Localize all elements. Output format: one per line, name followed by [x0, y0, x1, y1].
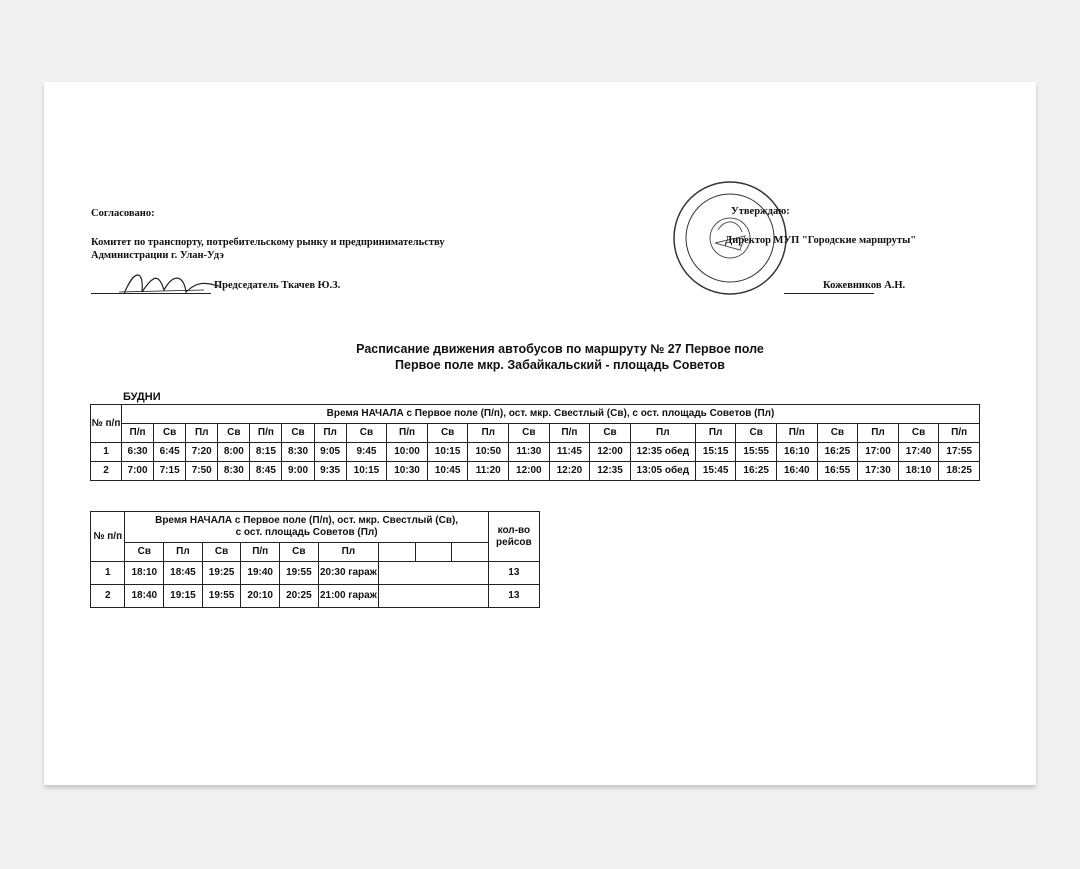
stop-header-cell: Пл [468, 424, 509, 443]
row-number: 2 [91, 585, 125, 608]
table-row [91, 562, 540, 585]
departure-time: 20:10 [241, 585, 280, 608]
departure-time: 10:15 [346, 462, 387, 481]
departure-time: 17:40 [898, 443, 939, 462]
chairman-signer: Председатель Ткачев Ю.З. [214, 280, 341, 291]
stop-header-cell: П/п [250, 424, 282, 443]
committee-line-2: Администрации г. Улан-Удэ [91, 250, 224, 261]
departure-time: 16:25 [736, 462, 777, 481]
departure-time: 8:45 [250, 462, 282, 481]
day-type-label: БУДНИ [123, 391, 161, 403]
departure-time: 18:10 [125, 562, 164, 585]
stop-header-cell: П/п [549, 424, 590, 443]
departure-time: 9:45 [346, 443, 387, 462]
departure-time: 20:25 [280, 585, 319, 608]
stop-header-cell: Св [282, 424, 314, 443]
stop-header-cell: Пл [318, 543, 378, 562]
departure-time: 10:50 [468, 443, 509, 462]
num-header: № п/п [91, 512, 125, 562]
departure-time: 18:25 [939, 462, 980, 481]
row-number: 1 [91, 562, 125, 585]
departure-time: 17:55 [939, 443, 980, 462]
schedule-table-main [90, 404, 980, 481]
stop-header-cell: Св [218, 424, 250, 443]
departure-time: 9:35 [314, 462, 346, 481]
table2-caption [125, 512, 488, 543]
departure-time: 16:25 [817, 443, 858, 462]
departure-time: 17:30 [858, 462, 899, 481]
departure-time: 18:45 [164, 562, 203, 585]
departure-time: 10:15 [427, 443, 468, 462]
trips-count: 13 [488, 585, 539, 608]
row-number: 1 [91, 443, 122, 462]
departure-time: 8:30 [218, 462, 250, 481]
departure-time: 19:55 [280, 562, 319, 585]
empty-stop-cell [415, 543, 452, 562]
departure-time: 12:35 [590, 462, 631, 481]
table-row [91, 443, 980, 462]
signature-line-left [91, 293, 211, 294]
departure-time: 15:45 [695, 462, 736, 481]
schedule-table-evening [90, 511, 540, 608]
empty-stop-cell [452, 543, 489, 562]
empty-time-cell [379, 585, 489, 608]
stop-header-cell: Пл [858, 424, 899, 443]
num-header: № п/п [91, 405, 122, 443]
signature-line-right [784, 293, 874, 294]
stop-header-cell: Св [736, 424, 777, 443]
table2-caption-line-2: с ост. площадь Советов (Пл) [235, 527, 378, 538]
stop-header-cell: Св [280, 543, 319, 562]
stop-header-cell: П/п [241, 543, 280, 562]
stop-header-cell: Св [125, 543, 164, 562]
document-page [44, 82, 1036, 785]
departure-time: 12:20 [549, 462, 590, 481]
departure-time: 19:25 [202, 562, 241, 585]
stop-header-cell: Пл [630, 424, 695, 443]
departure-time: 10:30 [387, 462, 428, 481]
stop-header-cell: Св [154, 424, 186, 443]
schedule-title-line-2: Первое поле мкр. Забайкальский - площадь Советов [395, 358, 725, 372]
table-row [91, 462, 980, 481]
departure-time: 19:15 [164, 585, 203, 608]
stop-header-cell: П/п [777, 424, 818, 443]
departure-time: 8:30 [282, 443, 314, 462]
stop-header-cell: П/п [939, 424, 980, 443]
departure-time: 11:20 [468, 462, 509, 481]
row-number: 2 [91, 462, 122, 481]
stop-header-cell: Св [590, 424, 631, 443]
departure-time: 20:30 гараж [318, 562, 378, 585]
stop-header-cell: Пл [695, 424, 736, 443]
departure-time: 12:00 [590, 443, 631, 462]
departure-time: 13:05 обед [630, 462, 695, 481]
departure-time: 9:00 [282, 462, 314, 481]
trips-count: 13 [488, 562, 539, 585]
departure-time: 7:20 [186, 443, 218, 462]
departure-time: 6:30 [122, 443, 154, 462]
trips-header: кол-во рейсов [488, 512, 539, 562]
departure-time: 16:40 [777, 462, 818, 481]
stop-header-cell: Св [898, 424, 939, 443]
table2-caption-line-1: Время НАЧАЛА с Первое поле (П/п), ост. мкр. Свестлый (Св), [155, 515, 459, 526]
departure-time: 11:45 [549, 443, 590, 462]
departure-time: 16:55 [817, 462, 858, 481]
departure-time: 15:55 [736, 443, 777, 462]
departure-time: 19:55 [202, 585, 241, 608]
departure-time: 12:35 обед [630, 443, 695, 462]
director-position: Директор МУП "Городские маршруты" [725, 235, 917, 246]
departure-time: 15:15 [695, 443, 736, 462]
stop-header-cell: Св [346, 424, 387, 443]
departure-time: 8:15 [250, 443, 282, 462]
agreed-label: Согласовано: [91, 208, 155, 219]
schedule-title-line-1: Расписание движения автобусов по маршруту № 27 Первое поле [356, 342, 764, 356]
stop-header-cell: Св [817, 424, 858, 443]
committee-line-1: Комитет по транспорту, потребительскому рынку и предпринимательству [91, 237, 445, 248]
departure-time: 7:00 [122, 462, 154, 481]
stop-header-cell: Пл [164, 543, 203, 562]
stop-header-cell: Св [427, 424, 468, 443]
departure-time: 10:45 [427, 462, 468, 481]
empty-time-cell [379, 562, 489, 585]
departure-time: 7:50 [186, 462, 218, 481]
departure-time: 18:10 [898, 462, 939, 481]
departure-time: 9:05 [314, 443, 346, 462]
table1-caption: Время НАЧАЛА с Первое поле (П/п), ост. мкр. Свестлый (Св), с ост. площадь Советов (Пл) [122, 405, 980, 424]
departure-time: 11:30 [509, 443, 550, 462]
empty-stop-cell [379, 543, 416, 562]
director-signer: Кожевников А.Н. [823, 280, 906, 291]
stop-header-cell: П/п [122, 424, 154, 443]
departure-time: 16:10 [777, 443, 818, 462]
departure-time: 10:00 [387, 443, 428, 462]
departure-time: 21:00 гараж [318, 585, 378, 608]
departure-time: 12:00 [509, 462, 550, 481]
stop-header-cell: Св [509, 424, 550, 443]
departure-time: 19:40 [241, 562, 280, 585]
departure-time: 17:00 [858, 443, 899, 462]
departure-time: 7:15 [154, 462, 186, 481]
stop-header-cell: Пл [314, 424, 346, 443]
stop-header-cell: П/п [387, 424, 428, 443]
stop-header-cell: Пл [186, 424, 218, 443]
departure-time: 6:45 [154, 443, 186, 462]
table-row [91, 585, 540, 608]
departure-time: 18:40 [125, 585, 164, 608]
stop-header-cell: Св [202, 543, 241, 562]
departure-time: 8:00 [218, 443, 250, 462]
approved-label: Утверждаю: [731, 206, 790, 217]
